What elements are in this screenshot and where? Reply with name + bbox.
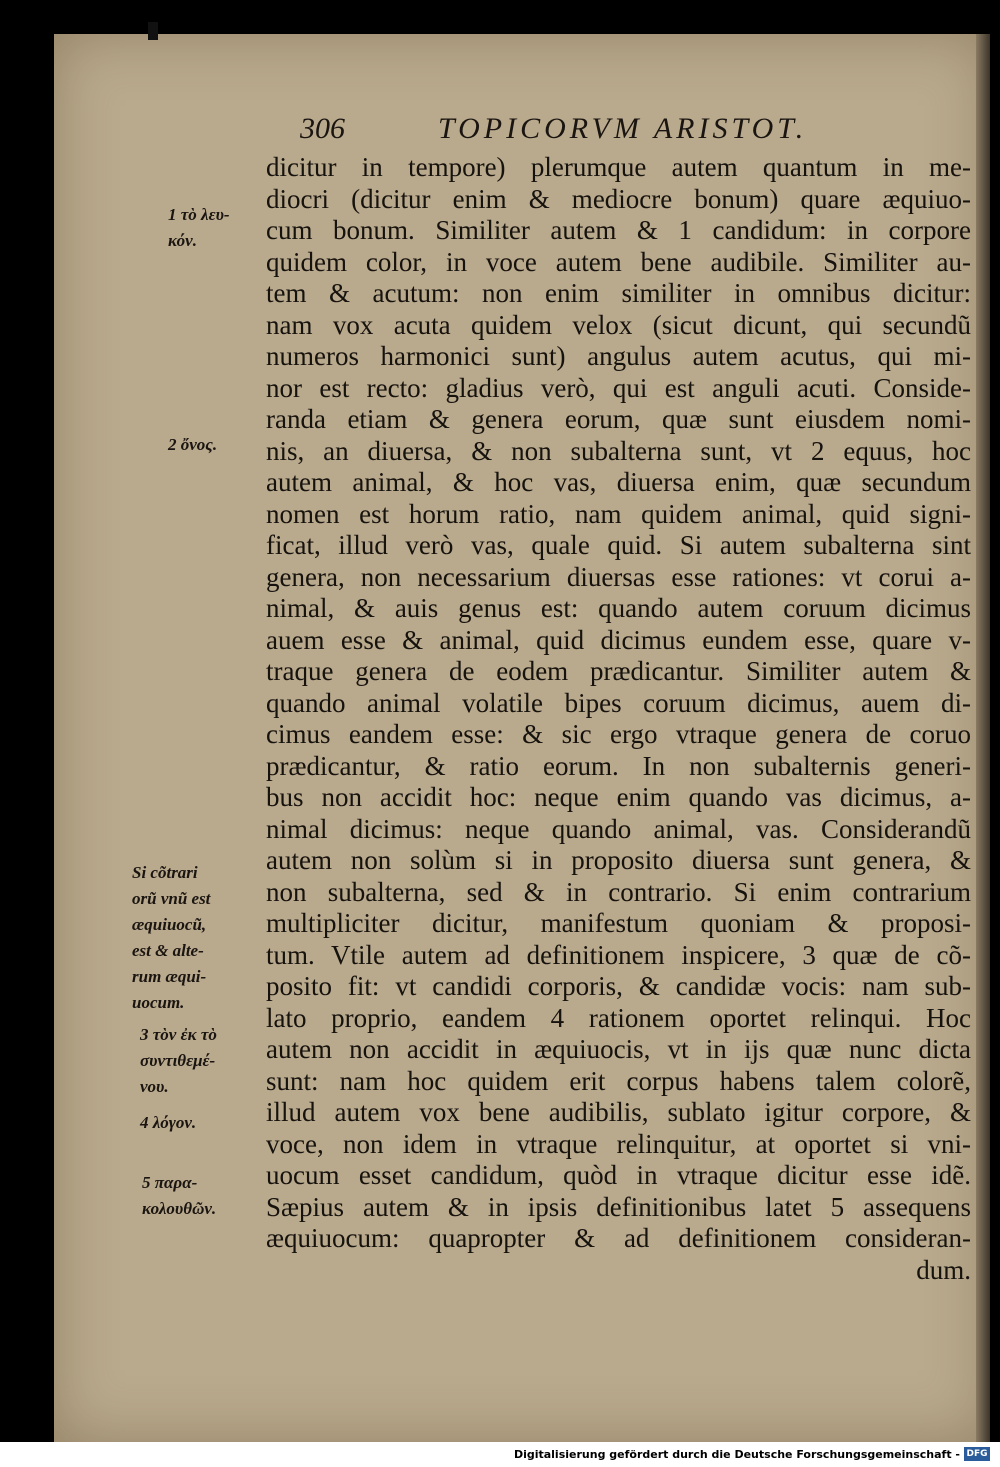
text-line: tem & acutum: non enim similiter in omnibus dicitur: — [266, 278, 971, 308]
text-line: nis, an diuersa, & non subalterna sunt, vt 2 equus, hoc — [266, 435, 971, 466]
text-line: Sæpius autem & in ipsis definitionibus latet 5 assequens — [266, 1191, 971, 1222]
text-line: nomen est horum ratio, nam quidem animal, quid signi- — [266, 498, 971, 529]
text-line: posito fit: vt candidi corporis, & candidæ vocis: nam sub- — [266, 971, 971, 1001]
text-line: prædicantur, & ratio eorum. In non subalternis generi- — [266, 750, 971, 781]
margin-note-line: νου. — [140, 1077, 169, 1096]
text-line: sunt: nam hoc quidem erit corpus habens talem colorẽ, — [266, 1065, 971, 1096]
margin-note-4 — [140, 1110, 196, 1136]
margin-note-line: κολουθῶν. — [142, 1199, 217, 1218]
printer-mark — [148, 22, 158, 40]
text-line: ficat, illud verò vas, quale quid. Si autem subalterna sint — [266, 530, 971, 560]
margin-note-5 — [142, 1170, 216, 1222]
text-line: nam vox acuta quidem velox (sicut dicunt, qui secundũ — [266, 309, 971, 340]
page-edge-shadow — [976, 34, 990, 1442]
running-head: TOPICORVM ARISTOT. — [438, 112, 808, 145]
margin-note-3 — [140, 1022, 217, 1100]
main-text-column — [266, 152, 971, 1286]
margin-note-line: æquiuocũ, — [132, 915, 207, 934]
margin-note-line: κόν. — [168, 231, 197, 250]
text-line: lato proprio, eandem 4 rationem oportet relinqui. Hoc — [266, 1002, 971, 1033]
page-header — [300, 112, 860, 152]
margin-note-line: orũ vnũ est — [132, 889, 211, 908]
text-line: cimus eandem esse: & sic ergo vtraque genera de coruo — [266, 719, 971, 749]
text-line: nor est recto: gladius verò, qui est anguli acuti. Conside- — [266, 372, 971, 403]
margin-note-line: rum æqui- — [132, 967, 207, 986]
text-line: traque genera de eodem prædicantur. Similiter autem & — [266, 656, 971, 686]
margin-note-1 — [168, 202, 230, 254]
text-line: auem esse & animal, quid dicimus eundem esse, quare v- — [266, 624, 971, 655]
text-line: diocri (dicitur enim & mediocre bonum) quare æquiuo- — [266, 183, 971, 214]
text-line: autem non accidit in æquiuocis, vt in ijs quæ nunc dicta — [266, 1034, 971, 1064]
margin-note-line: 3 τὸν ἐκ τὸ — [140, 1025, 217, 1044]
text-line: genera, non necessarium diuersas esse rationes: vt corui a- — [266, 561, 971, 592]
text-line: autem non solùm si in proposito diuersa sunt genera, & — [266, 845, 971, 875]
text-line: illud autem vox bene audibilis, sublato igitur corpore, & — [266, 1097, 971, 1127]
text-line: non subalterna, sed & in contrario. Si enim contrarium — [266, 876, 971, 907]
text-line: nimal, & auis genus est: quando autem coruum dicimus — [266, 593, 971, 623]
text-line: dicitur in tempore) plerumque autem quantum in me- — [266, 152, 971, 182]
digitization-footer — [0, 1442, 1000, 1467]
text-line: æquiuocum: quapropter & ad definitionem consideran- — [266, 1223, 971, 1253]
text-line: dum. — [916, 1254, 971, 1285]
margin-note-line: 4 λόγον. — [140, 1113, 197, 1132]
text-line: autem animal, & hoc vas, diuersa enim, quæ secundum — [266, 467, 971, 497]
text-line: multipliciter dicitur, manifestum quoniam & proposi- — [266, 908, 971, 938]
text-line: quando animal volatile bipes coruum dicimus, auem di- — [266, 687, 971, 718]
text-line: voce, non idem in vtraque relinquitur, at oportet si vni- — [266, 1128, 971, 1159]
margin-note-line: est & alte- — [132, 941, 204, 960]
text-line: cum bonum. Similiter autem & 1 candidum: in corpore — [266, 215, 971, 245]
margin-note-line: uocum. — [132, 993, 185, 1012]
margin-note-line: Si cõtrari — [132, 863, 198, 882]
text-line: quidem color, in voce autem bene audibile. Similiter au- — [266, 246, 971, 277]
text-line: nimal dicimus: neque quando animal, vas. Considerandũ — [266, 813, 971, 844]
margin-note-contrary — [132, 860, 210, 1016]
margin-note-2 — [168, 432, 217, 458]
text-line: tum. Vtile autem ad definitionem inspicere, 3 quæ de cõ- — [266, 939, 971, 970]
text-line: numeros harmonici sunt) angulus autem acutus, qui mi- — [266, 341, 971, 371]
text-line: randa etiam & genera eorum, quæ sunt eiusdem nomi- — [266, 404, 971, 434]
dfg-logo-icon: DFG — [964, 1447, 990, 1461]
margin-note-line: 5 παρα- — [142, 1173, 198, 1192]
footer-credit: Digitalisierung gefördert durch die Deutsche Forschungsgemeinschaft - — [513, 1448, 960, 1461]
margin-note-line: συντιθεμέ- — [140, 1051, 216, 1070]
margin-note-line: 2 ὄνος. — [168, 435, 218, 454]
text-line: uocum esset candidum, quòd in vtraque dicitur esse idẽ. — [266, 1160, 971, 1190]
margin-note-line: 1 τὸ λευ- — [168, 205, 230, 224]
text-line: bus non accidit hoc: neque enim quando vas dicimus, a- — [266, 782, 971, 812]
page-number: 306 — [300, 112, 345, 145]
